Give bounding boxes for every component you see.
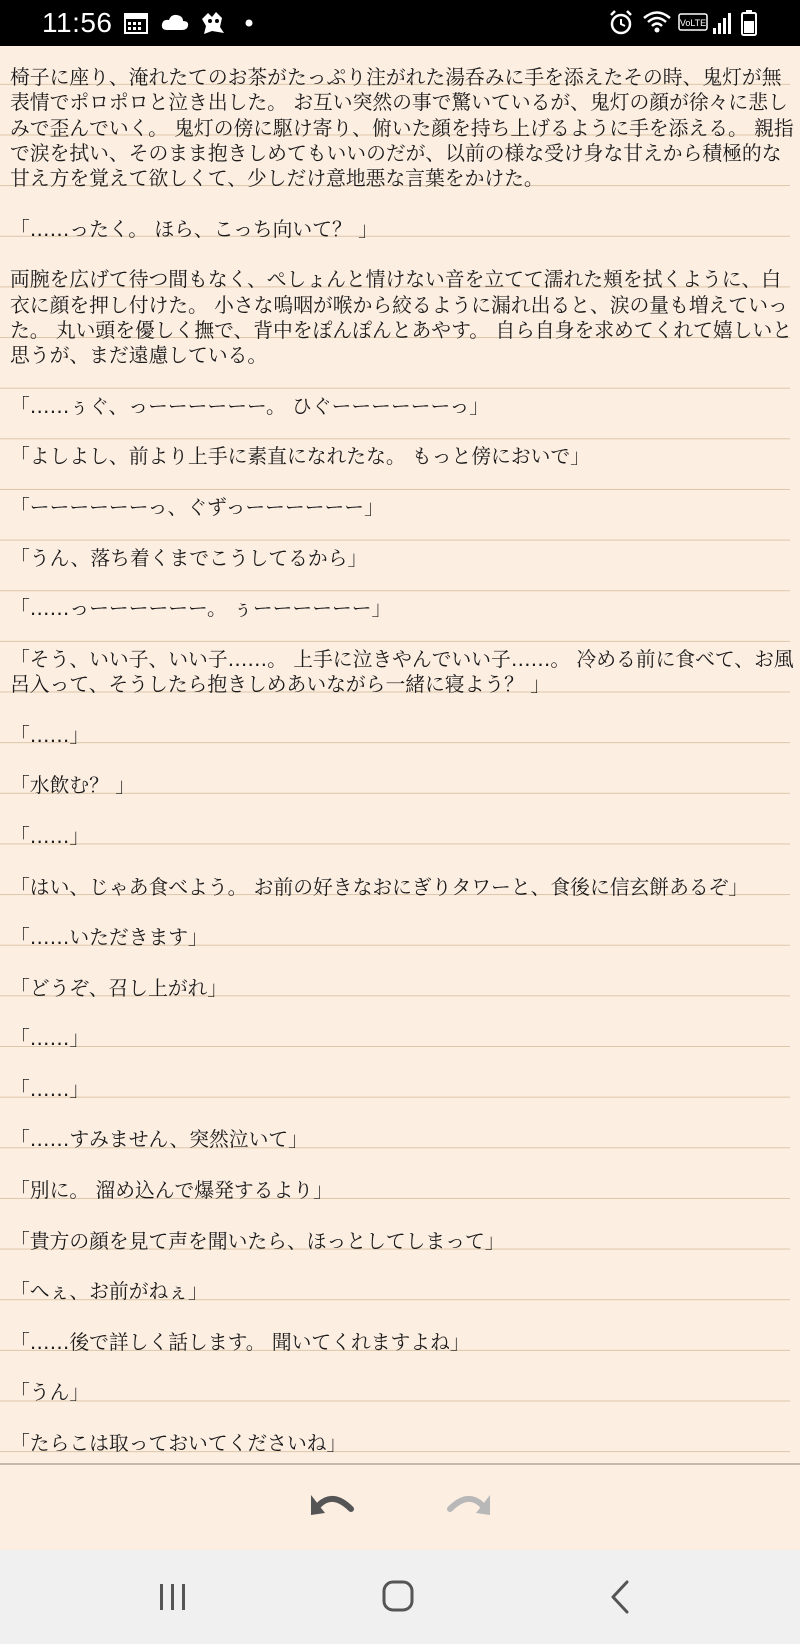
- dialogue-line: 「……」: [10, 1027, 90, 1051]
- dialogue-line: 「よしよし、前より上手に素直になれたな。 もっと傍においで」: [10, 445, 590, 469]
- dialogue-line: 「ーーーーーーっ、ぐずっーーーーーー」: [10, 496, 384, 520]
- redo-button[interactable]: [440, 1483, 496, 1527]
- calendar-icon: [123, 10, 149, 36]
- text-paragraph: 椅子に座り、淹れたてのお茶がたっぷり注がれた湯呑みに手を添えたその時、鬼灯が無表情でポロポロと泣き出した。 お互い突然の事で驚いているが、鬼灯の顔が徐々に悲しみで歪んでいく。 鬼灯の傍に駆け寄り、俯いた顔を持ち上げるように手を添える。 親指で涙を拭い、そのまま抱きしめてもいいのだが、以前の様な受け身な甘えから積極的な甘え方を覚えて欲しくて、少しだけ意地悪な言葉をかけた。: [10, 66, 794, 191]
- volte-icon: [678, 13, 708, 31]
- redo-icon: [440, 1483, 496, 1527]
- dialogue-line: 「水飲む？ 」: [10, 774, 135, 798]
- wifi-icon: [642, 9, 672, 35]
- back-button[interactable]: [597, 1574, 647, 1622]
- dialogue-line: 「貴方の顔を見て声を聞いたら、ほっとしてしまって」: [10, 1229, 505, 1253]
- note-text-body[interactable]: [10, 65, 796, 1456]
- undo-icon: [305, 1483, 361, 1527]
- dialogue-line: 「……」: [10, 1077, 90, 1101]
- home-icon: [373, 1574, 423, 1622]
- home-button[interactable]: [373, 1574, 423, 1622]
- dialogue-line: 「……ぅぐ、っーーーーーー。 ひぐーーーーーーっ」: [10, 394, 490, 418]
- dialogue-line: 「別に。 溜め込んで爆発するより」: [10, 1179, 333, 1203]
- status-time: 11:56: [42, 7, 113, 38]
- dialogue-line: 「……」: [10, 723, 90, 747]
- app-notification-icon: [198, 9, 228, 37]
- undo-button[interactable]: [305, 1483, 361, 1527]
- note-editor-paper[interactable]: [0, 46, 800, 1464]
- dialogue-line: 「うん」: [10, 1381, 90, 1405]
- dialogue-line: 「たらこは取っておいてくださいね」: [10, 1432, 347, 1456]
- dialogue-line: 「うん、落ち着くまでこうしてるから」: [10, 546, 368, 570]
- dialogue-line: 「……すみません、突然泣いて」: [10, 1128, 308, 1152]
- dialogue-line: 「へぇ、お前がねぇ」: [10, 1280, 208, 1304]
- volte-label: VoLTE: [679, 18, 707, 28]
- dialogue-line: 「……っーーーーーー。 ぅーーーーーー」: [10, 597, 392, 621]
- dialogue-line: 「……」: [10, 824, 90, 848]
- text-paragraph: 両腕を広げて待つ間もなく、ぺしょんと情けない音を立てて濡れた頬を拭くように、白衣に顔を押し付けた。 小さな嗚咽が喉から絞るように漏れ出ると、涙の量も増えていった。 丸い頭を優しく撫で、背中をぽんぽんとあやす。 自ら自身を求めてくれて嬉しいと思うが、まだ遠慮している。: [10, 268, 793, 368]
- system-nav-bar: [0, 1550, 800, 1644]
- dot-icon: [245, 19, 253, 27]
- status-bar: [0, 0, 800, 46]
- dialogue-line: 「……後で詳しく話します。 聞いてくれますよね」: [10, 1330, 470, 1354]
- alarm-icon: [608, 9, 634, 37]
- dialogue-line: 「はい、じゃあ食べよう。 お前の好きなおにぎりタワーと、食後に信玄餅あるぞ」: [10, 875, 749, 899]
- dialogue-line: 「……いただきます」: [10, 926, 208, 950]
- signal-icon: [712, 10, 734, 36]
- back-icon: [597, 1574, 647, 1622]
- recent-apps-icon: [148, 1574, 198, 1622]
- recent-apps-button[interactable]: [148, 1574, 198, 1622]
- battery-icon: [740, 9, 758, 37]
- dialogue-line: 「……ったく。 ほら、こっち向いて？ 」: [10, 217, 378, 241]
- dialogue-line: 「そう、いい子、いい子……。 上手に泣きやんでいい子……。 冷める前に食べて、お風呂入って、そうしたら抱きしめあいながら一緒に寝よう？ 」: [10, 647, 794, 697]
- edit-toolbar: [0, 1465, 800, 1550]
- cloud-icon: [160, 12, 190, 32]
- dialogue-line: 「どうぞ、召し上がれ」: [10, 976, 228, 1000]
